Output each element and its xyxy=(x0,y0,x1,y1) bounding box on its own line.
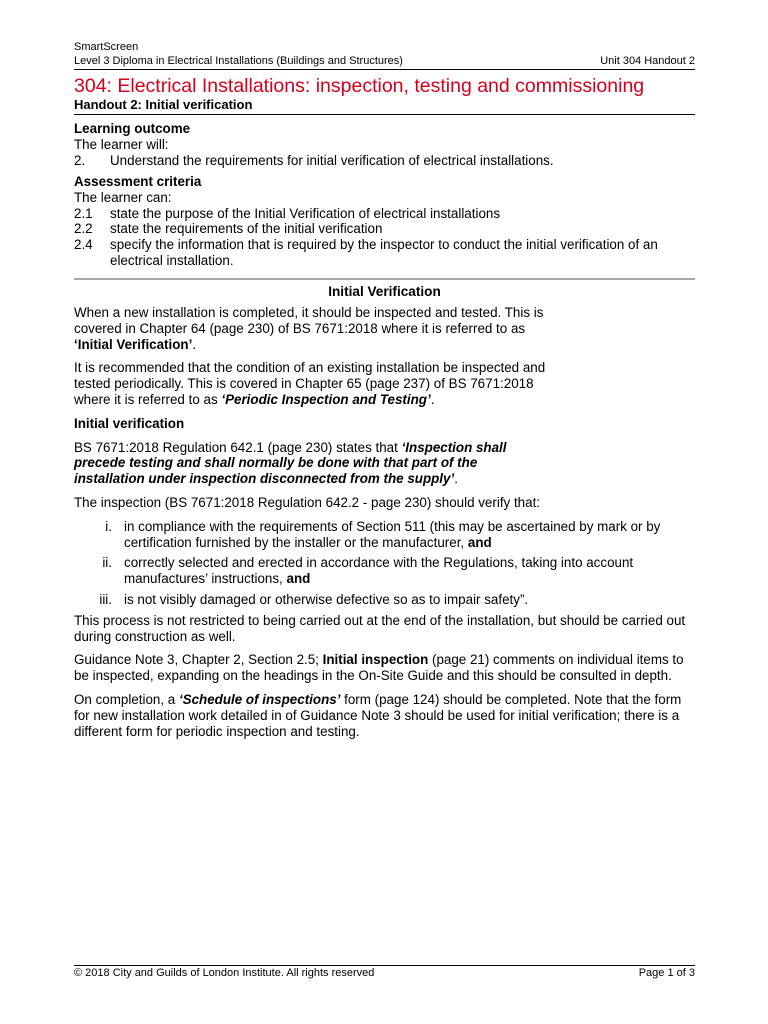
roman-text: is not visibly damaged or otherwise defective so as to impair safety”. xyxy=(124,591,529,607)
footer-divider xyxy=(74,965,695,966)
term-periodic-inspection: ‘Periodic Inspection and Testing’ xyxy=(221,391,431,407)
item-text: Understand the requirements for initial verification of electrical installations. xyxy=(110,152,554,168)
item-number: 2.4 xyxy=(74,237,93,253)
quoted-regulation: ‘Inspection shall precede testing and shall normally be done with that part of the installation under inspection disconnected from the supply’ xyxy=(74,439,507,487)
paragraph-text: When a new installation is completed, it should be inspected and tested. This is covered in Chapter 64 (page 230) of BS 7671:2018 where it is referred to as xyxy=(74,305,544,336)
term-initial-inspection: Initial inspection xyxy=(322,652,429,668)
learning-outcome-intro: The learner will: xyxy=(74,136,169,152)
header-course: Level 3 Diploma in Electrical Installations (Buildings and Structures) xyxy=(74,55,403,67)
criteria-item xyxy=(74,237,695,269)
roman-list-item xyxy=(74,519,695,551)
item-text: state the purpose of the Initial Verification of electrical installations xyxy=(110,205,501,221)
subtitle-divider xyxy=(74,114,695,115)
punctuation: . xyxy=(454,471,458,487)
page-title: 304: Electrical Installations: inspection, testing and commissioning xyxy=(74,75,645,97)
roman-number: ii. xyxy=(102,555,112,571)
section-title: Initial Verification xyxy=(328,284,441,299)
roman-text: in compliance with the requirements of Section 511 (this may be ascertained by mark or by certification furnished by the installer or the manufacturer, and xyxy=(124,518,661,550)
learning-outcome-item xyxy=(74,153,695,169)
item-number: 2.2 xyxy=(74,221,93,237)
roman-text: correctly selected and erected in accordance with the Regulations, taking into account manufactures’ instructions, and xyxy=(124,555,634,587)
punctuation: . xyxy=(192,336,197,352)
term-initial-verification: ‘Initial Verification’ xyxy=(74,336,193,352)
paragraph: This process is not restricted to being carried out at the end of the installation, but should be carried out during construction as well. xyxy=(74,612,686,644)
roman-number: iii. xyxy=(99,591,112,607)
item-number: 2.1 xyxy=(74,205,93,221)
header-unit: Unit 304 Handout 2 xyxy=(600,55,695,67)
punctuation: . xyxy=(430,391,435,407)
learning-outcome-section xyxy=(74,121,695,168)
roman-list-item xyxy=(74,592,695,608)
body-content xyxy=(74,305,695,747)
assessment-criteria-intro: The learner can: xyxy=(74,189,172,205)
criteria-item xyxy=(74,206,695,222)
paragraph xyxy=(74,305,554,352)
paragraph-text: It is recommended that the condition of an existing installation be inspected and tested periodically. This is covered in Chapter 65 (page 237) of BS 7671:2018 where it is referred to as xyxy=(74,360,546,407)
learning-outcome-heading: Learning outcome xyxy=(74,121,191,136)
paragraph: The inspection (BS 7671:2018 Regulation 642.2 - page 230) should verify that: xyxy=(74,494,541,510)
subheading-initial-verification: Initial verification xyxy=(74,415,185,431)
paragraph: Guidance Note 3, Chapter 2, Section 2.5; Initial inspection (page 21) comments on individual items to be inspected, expanding on the headings in the On-Site Guide and this should be consulted in depth. xyxy=(74,652,684,684)
roman-number: i. xyxy=(105,518,112,534)
roman-list-item xyxy=(74,555,695,587)
header-divider xyxy=(74,69,695,70)
assessment-criteria-heading: Assessment criteria xyxy=(74,174,202,189)
section-divider xyxy=(74,278,695,280)
assessment-criteria-section xyxy=(74,174,695,269)
paragraph-text: BS 7671:2018 Regulation 642.1 (page 230) states that xyxy=(74,439,402,455)
paragraph: On completion, a ‘Schedule of inspections’ form (page 124) should be completed. Note that the form for new installation work detailed in of Guidance Note 3 should be used for initial verification; there is a different form for periodic inspection and testing. xyxy=(74,691,682,739)
term-schedule-of-inspections: ‘Schedule of inspections’ xyxy=(178,691,341,707)
page-subtitle: Handout 2: Initial verification xyxy=(74,97,253,112)
item-text: state the requirements of the initial verification xyxy=(110,221,383,237)
paragraph xyxy=(74,360,554,407)
paragraph xyxy=(74,440,544,487)
item-text: specify the information that is required by the inspector to conduct the initial verification of an electrical installation. xyxy=(110,237,658,268)
footer-page-number: Page 1 of 3 xyxy=(638,967,695,979)
item-number: 2. xyxy=(74,152,86,168)
header-brand: SmartScreen xyxy=(74,41,139,53)
footer-copyright: © 2018 City and Guilds of London Institute. All rights reserved xyxy=(74,967,375,979)
criteria-item xyxy=(74,221,695,237)
